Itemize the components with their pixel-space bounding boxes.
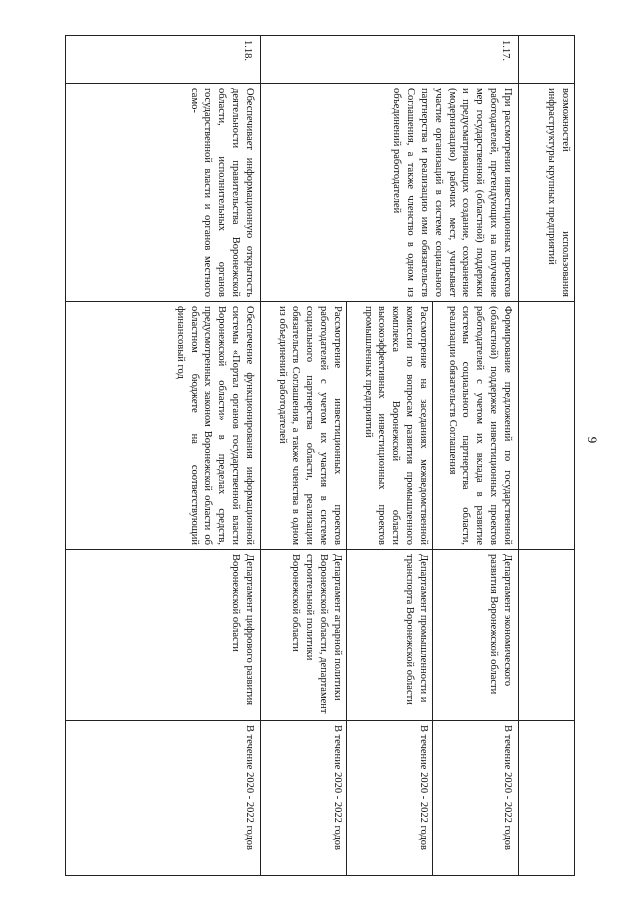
department-cell: Департамент промышленности и транспорта Воронежской области xyxy=(347,550,433,721)
period-cell: В течение 2020 - 2022 годов xyxy=(66,721,261,876)
page-number: 9 xyxy=(585,436,600,444)
period-cell: В течение 2020 - 2022 годов xyxy=(433,721,519,876)
table-row xyxy=(66,36,261,876)
department-cell xyxy=(519,550,575,721)
table-row xyxy=(519,36,575,876)
department-cell: Департамент цифрового развития Воронежской области xyxy=(66,550,261,721)
measure-cell: Формирование предложений по государственной (областной) поддержке инвестиционных проектов работодателей с учетом их вклада в развитие системы социального партнерства области, реализации обязательств Соглашения xyxy=(433,302,519,550)
row-number-cell: 1.17. xyxy=(261,36,519,84)
row-number-cell xyxy=(519,36,575,84)
table-row xyxy=(433,36,519,876)
department-cell: Департамент аграрной политики Воронежской области, департамент строительной политики Воронежской области xyxy=(261,550,347,721)
measures-table xyxy=(65,35,575,876)
rotated-table-container xyxy=(65,35,575,875)
measure-cell: Рассмотрение инвестиционных проектов работодателей с учетом их участия в системе социального партнерства области, реализации обязательств Соглашения, а также членства в одном из объединений работодателей xyxy=(261,302,347,550)
period-cell: В течение 2020 - 2022 годов xyxy=(261,721,347,876)
measure-cell xyxy=(519,302,575,550)
condition-cell: При рассмотрении инвестиционных проектов работодателей, претендующих на получение мер государственной (областной) поддержки и предусматривающих создание, сохранение (модернизацию) рабочих мест, учитывает участие организаций в системе социального партнерства и реализацию ими обязательств Соглашения, а также членство в одном из объединений работодателей xyxy=(261,84,519,302)
measure-cell: Рассмотрение на заседаниях межведомственной комиссии по вопросам развития промышленного комплекса Воронежской области высокоэффективных инвестиционных проектов промышленных предприятий xyxy=(347,302,433,550)
measure-cell: Обеспечение функционирования информационной системы «Портал органов государственной власти Воронежской области» в пределах средств, предусмотренных законом Воронежской области об областном бюджете на соответствующий финансовый год xyxy=(66,302,261,550)
period-cell xyxy=(519,721,575,876)
department-cell: Департамент экономического развития Воронежской области xyxy=(433,550,519,721)
row-number-cell: 1.18. xyxy=(66,36,261,84)
condition-cell: возможностей использования инфраструктуры крупных предприятий xyxy=(519,84,575,302)
condition-cell: Обеспечивает информационную открытость деятельности правительства Воронежской области, исполнительных органов государственной власти и органов местного само- xyxy=(66,84,261,302)
period-cell: В течение 2020 - 2022 годов xyxy=(347,721,433,876)
